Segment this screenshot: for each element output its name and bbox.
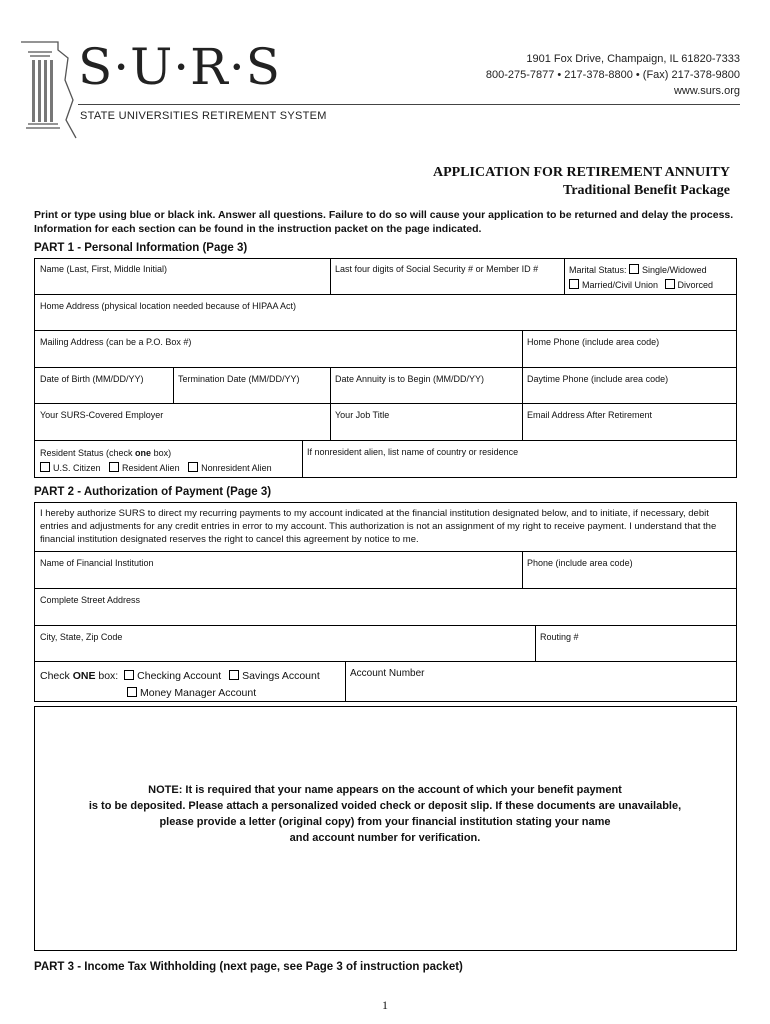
note-line: is to be deposited. Please attach a personalized voided check or deposit slip. If these documents are unavailable,	[88, 800, 682, 812]
marital-label: Marital Status:	[569, 265, 627, 275]
checking-checkbox[interactable]	[124, 670, 134, 680]
account-type-label-pre: Check	[40, 670, 73, 682]
part3-heading: PART 3 - Income Tax Withholding (next page, see Page 3 of instruction packet)	[34, 961, 463, 973]
divider	[35, 367, 736, 368]
divider	[35, 330, 736, 331]
savings-checkbox[interactable]	[229, 670, 239, 680]
authorization-text: I hereby authorize SURS to direct my recurring payments to my account indicated at the financial institution designated below, and to initiate, if necessary, debit entries and adjustments for any credit entries in error to my account. This authorization is not an assignment of my right to receive payment. I understand that the financial institution designated reserves the right to cancel this agreement by notice to me.	[40, 508, 717, 545]
home-phone-field[interactable]: Home Phone (include area code)	[527, 337, 660, 347]
job-title-field[interactable]: Your Job Title	[335, 410, 390, 420]
city-state-zip-field[interactable]: City, State, Zip Code	[40, 632, 123, 642]
checking-label: Checking Account	[137, 670, 222, 682]
part1-form	[34, 258, 737, 478]
single-checkbox[interactable]	[629, 264, 639, 274]
divider	[35, 588, 736, 589]
nonresident-alien-checkbox[interactable]	[188, 462, 198, 472]
deposit-note	[40, 782, 730, 846]
note-line: please provide a letter (original copy) from your financial institution stating your name	[159, 816, 611, 828]
annuity-begin-field[interactable]: Date Annuity is to Begin (MM/DD/YY)	[335, 374, 485, 384]
marital-status	[564, 259, 738, 297]
divider	[35, 661, 736, 662]
email-field[interactable]: Email Address After Retirement	[527, 410, 653, 420]
dob-field[interactable]: Date of Birth (MM/DD/YY)	[40, 374, 144, 384]
name-field[interactable]: Name (Last, First, Middle Initial)	[40, 264, 168, 274]
money-manager-checkbox[interactable]	[127, 687, 137, 697]
savings-label: Savings Account	[242, 670, 320, 682]
institution-phone-field[interactable]: Phone (include area code)	[527, 558, 633, 568]
divider	[35, 551, 736, 552]
resident-alien-label: Resident Alien	[122, 463, 180, 473]
us-citizen-checkbox[interactable]	[40, 462, 50, 472]
us-citizen-label: U.S. Citizen	[53, 463, 101, 473]
divider	[35, 440, 736, 441]
account-type-label-post: box:	[95, 670, 119, 682]
money-manager-label: Money Manager Account	[140, 687, 257, 699]
resident-label-pre: Resident Status (check	[40, 448, 136, 458]
part2-heading: PART 2 - Authorization of Payment (Page 3)	[34, 486, 272, 498]
divorced-checkbox[interactable]	[665, 279, 675, 289]
resident-alien-checkbox[interactable]	[109, 462, 119, 472]
account-type	[35, 664, 325, 706]
married-checkbox[interactable]	[569, 279, 579, 289]
daytime-phone-field[interactable]: Daytime Phone (include area code)	[527, 374, 669, 384]
termination-date-field[interactable]: Termination Date (MM/DD/YY)	[178, 374, 300, 384]
ssn-field[interactable]: Last four digits of Social Security # or Member ID #	[335, 264, 539, 274]
account-type-label-bold: ONE	[72, 670, 96, 682]
address-line: 1901 Fox Drive, Champaign, IL 61820-7333	[526, 53, 740, 65]
divorced-label: Divorced	[677, 280, 714, 290]
street-address-field[interactable]: Complete Street Address	[40, 595, 141, 605]
page-number: 1	[382, 998, 388, 1012]
resident-status	[35, 442, 277, 480]
home-address-field[interactable]: Home Address (physical location needed because of HIPAA Act)	[40, 301, 296, 311]
surs-logo-text: S·U·R·S	[78, 38, 281, 96]
mailing-address-field[interactable]: Mailing Address (can be a P.O. Box #)	[40, 337, 192, 347]
note-line: and account number for verification.	[289, 832, 481, 844]
instructions: Print or type using blue or black ink. Answer all questions. Failure to do so will cause your application to be returned and delay the process. Information for each section can be found in the instruction packet on the page indicated.	[34, 209, 734, 235]
employer-field[interactable]: Your SURS-Covered Employer	[40, 410, 164, 420]
divider	[35, 625, 736, 626]
part1-heading: PART 1 - Personal Information (Page 3)	[34, 242, 248, 254]
nonresident-country-field[interactable]: If nonresident alien, list name of country or residence	[307, 447, 519, 457]
phone-fax-line: 800-275-7877 • 217-378-8800 • (Fax) 217-378-9800	[485, 69, 740, 81]
divider	[35, 403, 736, 404]
institution-field[interactable]: Name of Financial Institution	[40, 558, 154, 568]
header-rule	[78, 104, 740, 105]
resident-label-bold: one	[135, 448, 152, 458]
form-title: APPLICATION FOR RETIREMENT ANNUITY	[432, 165, 730, 180]
routing-field[interactable]: Routing #	[540, 632, 579, 642]
logo-subtitle: STATE UNIVERSITIES RETIREMENT SYSTEM	[80, 110, 327, 122]
single-label: Single/Widowed	[642, 265, 707, 275]
nonresident-alien-label: Nonresident Alien	[201, 463, 272, 473]
married-label: Married/Civil Union	[582, 280, 659, 290]
form-subtitle: Traditional Benefit Package	[563, 183, 730, 198]
website: www.surs.org	[673, 85, 740, 97]
account-number-field[interactable]: Account Number	[350, 668, 425, 679]
part2-form	[34, 502, 737, 702]
resident-label-post: box)	[151, 448, 172, 458]
note-line: NOTE: It is required that your name appears on the account of which your benefit payment	[148, 784, 622, 796]
